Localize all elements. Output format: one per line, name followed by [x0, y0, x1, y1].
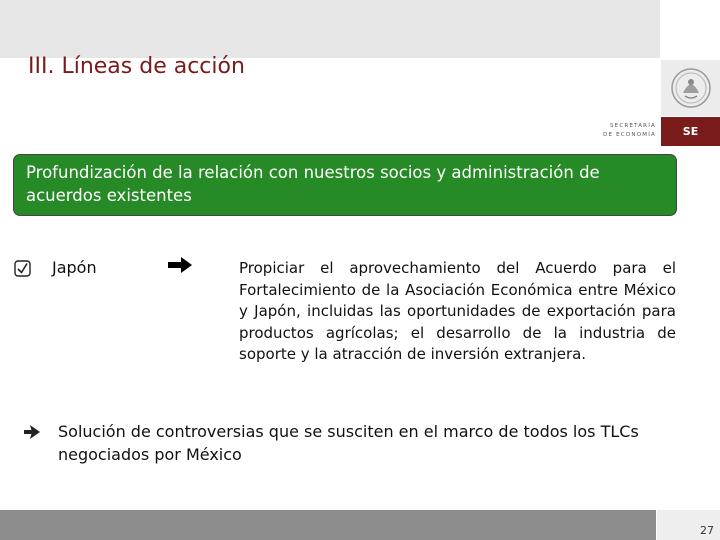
second-point-text: Solución de controversias que se susciten en el marco de todos los TLCs negociados por México — [58, 422, 639, 464]
seal-area — [661, 60, 720, 116]
coat-of-arms-icon — [669, 66, 713, 110]
footer-band — [0, 510, 656, 540]
page-number-box — [657, 510, 720, 540]
arrow-bullet-icon — [24, 425, 40, 439]
page-number: 27 — [700, 524, 714, 537]
header-band — [0, 0, 660, 58]
logo-line-2: DE ECONOMÍA — [603, 132, 656, 138]
item-description: Propiciar el aprovechamiento del Acuerdo para el Fortalecimiento de la Asociación Económica entre México y Japón, incluidas las oportunidades de exportación para productos agrícolas; el desarrollo de la industria de soporte y la atracción de inversión extranjera. — [239, 259, 676, 364]
section-banner: Profundización de la relación con nuestros socios y administración de acuerdos existentes — [13, 154, 677, 216]
checkbox-bullet-icon — [14, 260, 31, 277]
logo-line-1: SECRETARÍA — [609, 123, 656, 129]
secretaria-logo-text — [590, 122, 656, 140]
item-label: Japón — [52, 258, 97, 277]
right-arrow-icon — [168, 257, 192, 273]
slide-title: III. Líneas de acción — [28, 54, 245, 79]
se-logo: SE — [661, 117, 720, 146]
